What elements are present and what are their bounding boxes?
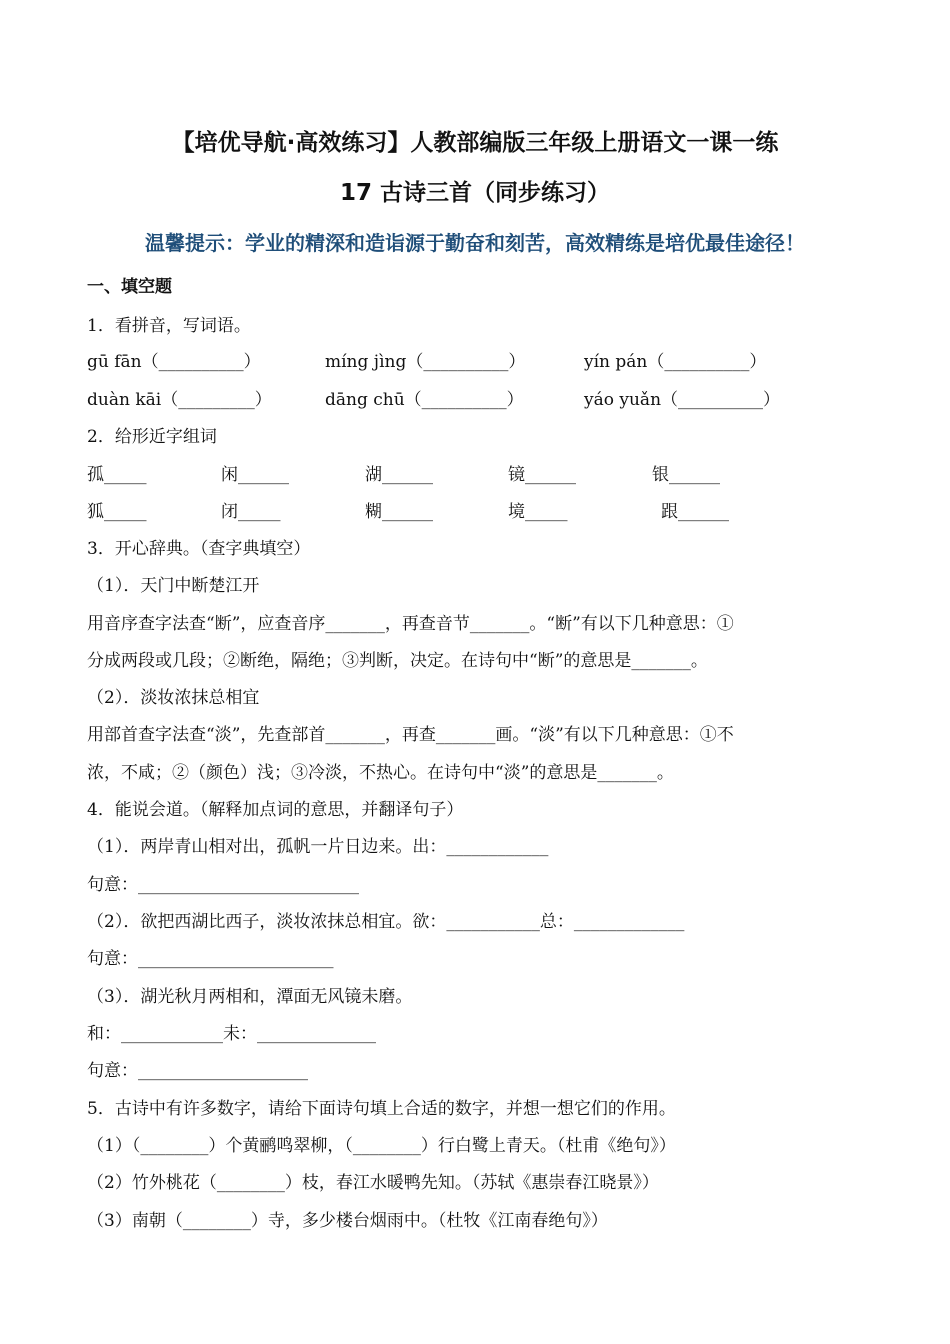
q3-part2-line2[interactable]: 浓，不咸；②（颜色）浅；③冷淡，不热心。在诗句中“淡”的意思是_______。: [87, 763, 674, 783]
q3-part2-line1[interactable]: 用部首查字法查“淡”，先查部首_______，再查_______画。“淡”有以下几种意思：①不: [87, 725, 734, 745]
q2-word-1[interactable]: 孤_____: [87, 465, 147, 485]
q4-part2-meaning[interactable]: 句意：_______________________: [87, 949, 334, 969]
q4-title: 4．能说会道。（解释加点词的意思，并翻译句子）: [87, 800, 464, 820]
q1-item-yaoyuan[interactable]: yáo yuǎn（__________）: [584, 390, 781, 410]
q2-word-2[interactable]: 闲______: [221, 465, 289, 485]
q2-title: 2．给形近字组词: [87, 427, 217, 447]
q1-item-gufan[interactable]: gū fān（__________）: [87, 352, 261, 372]
q2-word-10[interactable]: 跟______: [661, 502, 729, 522]
q5-part3[interactable]: （3）南朝（________）寺，多少楼台烟雨中。（杜牧《江南春绝句》）: [87, 1211, 608, 1231]
q2-word-9[interactable]: 境_____: [508, 502, 568, 522]
q3-part1-line1[interactable]: 用音序查字法查“断”，应查音序_______，再查音节_______。“断”有以下几种意思：①: [87, 614, 734, 634]
q5-part2[interactable]: （2）竹外桃花（________）枝，春江水暖鸭先知。（苏轼《惠崇春江晓景》）: [87, 1173, 659, 1193]
q3-part1-line2[interactable]: 分成两段或几段；②断绝，隔绝；③判断，决定。在诗句中“断”的意思是_______。: [87, 651, 708, 671]
q3-title: 3．开心辞典。（查字典填空）: [87, 539, 311, 559]
q1-item-duankai[interactable]: duàn kāi（_________）: [87, 390, 272, 410]
q2-word-3[interactable]: 湖______: [365, 465, 433, 485]
q2-word-7[interactable]: 闭_____: [221, 502, 281, 522]
warm-tip: 温馨提示：学业的精深和造诣源于勤奋和刻苦，高效精练是培优最佳途径！: [145, 231, 805, 255]
q3-part1-title: （1）．天门中断楚江开: [87, 576, 260, 596]
q5-part1[interactable]: （1）（________）个黄鹂鸣翠柳，（________）行白鹭上青天。（杜甫《绝句》）: [87, 1136, 676, 1156]
q4-part2[interactable]: （2）．欲把西湖比西子，淡妆浓抹总相宜。欲：___________总：_____________: [87, 912, 685, 932]
q2-word-8[interactable]: 糊______: [365, 502, 433, 522]
q2-word-5[interactable]: 银______: [652, 465, 720, 485]
q1-item-mingjing[interactable]: míng jìng（__________）: [325, 352, 526, 372]
lesson-subtitle: 17 古诗三首（同步练习）: [339, 180, 610, 206]
q5-title: 5．古诗中有许多数字，请给下面诗句填上合适的数字，并想一想它们的作用。: [87, 1099, 676, 1119]
q3-part2-title: （2）．淡妆浓抹总相宜: [87, 688, 260, 708]
q1-item-dangchu[interactable]: dāng chū（__________）: [325, 390, 524, 410]
q1-item-yinpan[interactable]: yín pán（__________）: [584, 352, 767, 372]
q2-word-6[interactable]: 狐_____: [87, 502, 147, 522]
q4-part3: （3）．湖光秋月两相和，潭面无风镜未磨。: [87, 987, 413, 1007]
q4-part1-meaning[interactable]: 句意：__________________________: [87, 875, 359, 895]
q2-word-4[interactable]: 镜______: [508, 465, 576, 485]
page-title: 【培优导航·高效练习】人教部编版三年级上册语文一课一练: [171, 130, 779, 156]
q4-part1[interactable]: （1）．两岸青山相对出，孤帆一片日边来。出：____________: [87, 837, 549, 857]
q4-part3-words[interactable]: 和：____________未：______________: [87, 1024, 376, 1044]
section-heading-fill-blank: 一、填空题: [87, 277, 172, 297]
q1-title: 1．看拼音，写词语。: [87, 316, 251, 336]
q4-part3-meaning[interactable]: 句意：____________________: [87, 1061, 308, 1081]
